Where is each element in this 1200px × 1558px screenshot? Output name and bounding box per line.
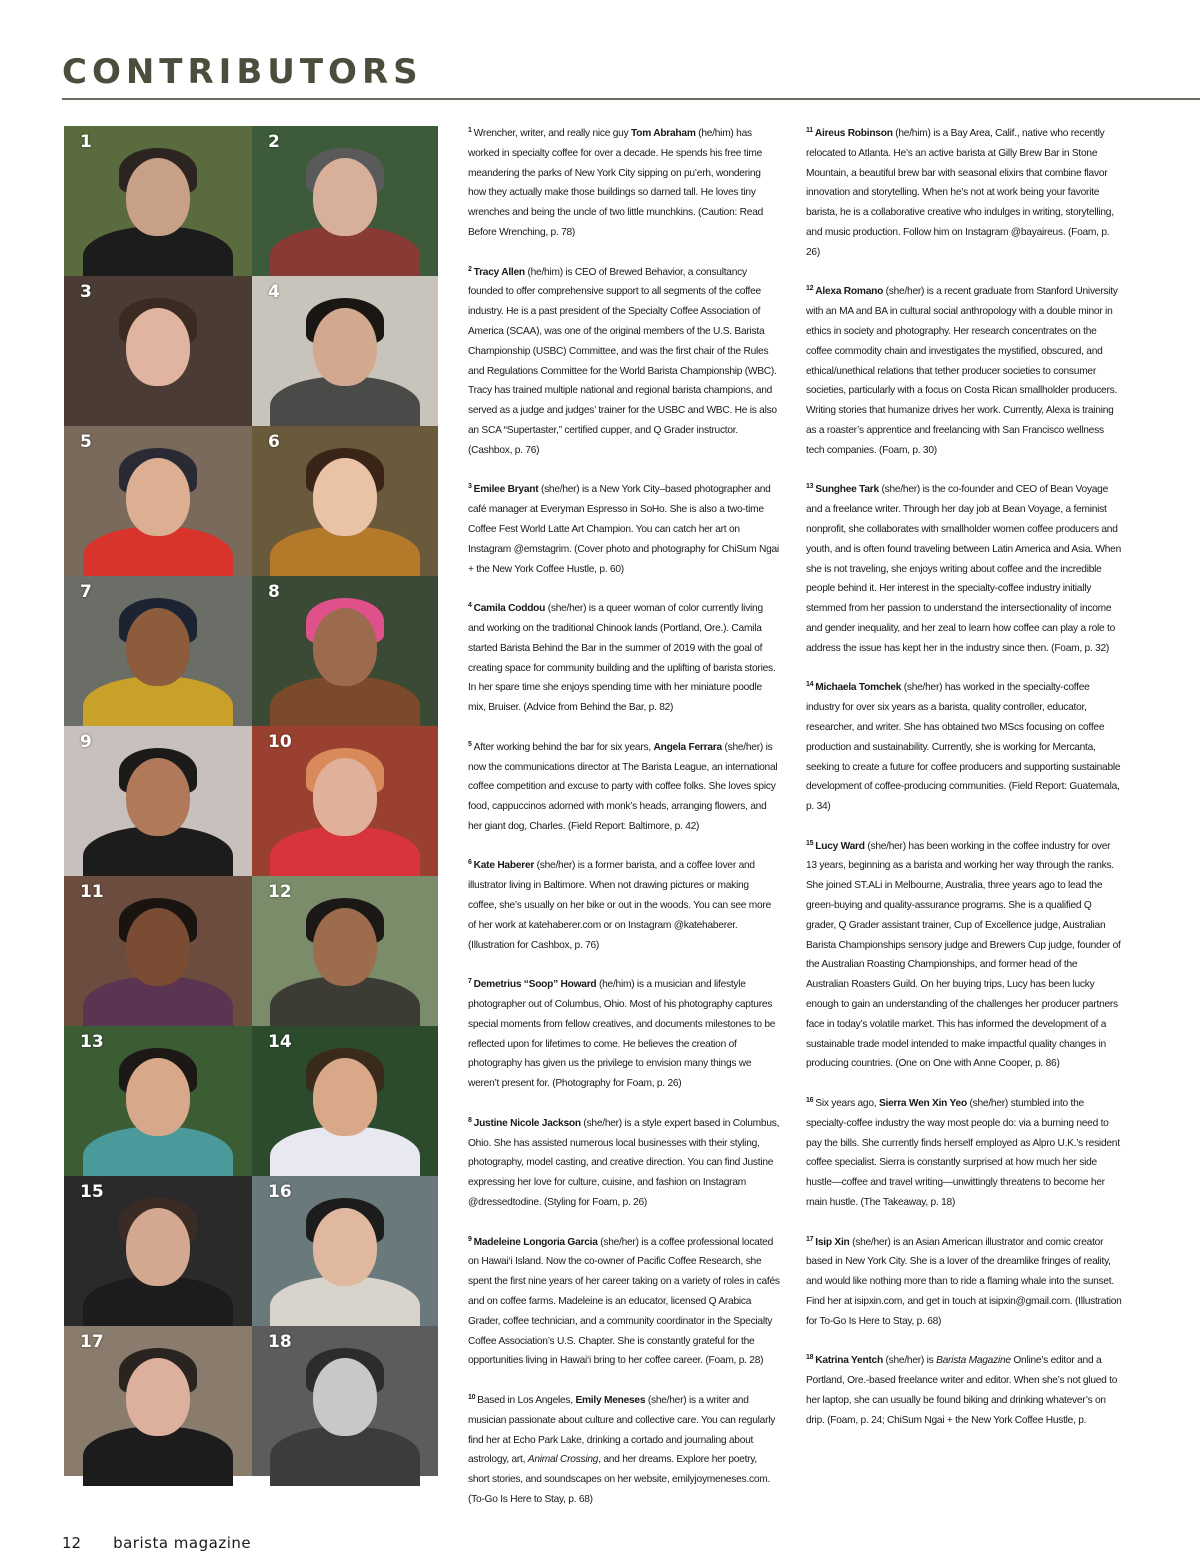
bio-number: 9 [468, 1235, 472, 1243]
contributor-name: Isip Xin [815, 1236, 850, 1248]
photo-number: 13 [80, 1032, 104, 1052]
contributor-photo [64, 1026, 252, 1176]
bio-text: (she/her) is a coffee professional located on Hawai‘i Island. Now the co-owner of Pacific Coffee Research, she spent the first nine years of her career taking on a variety of roles in cafés and on coffee farms. Madeleine is an educator, licensed Q Arabica Grader, coffee technician, and a community coordinator in the Specialty Coffee Association’s U.S. Chapter. She is constantly grateful for the opportunities living in Hawai‘i bring to her coffee career. (Foam, p. 28) [468, 1236, 780, 1367]
bio-number: 4 [468, 602, 472, 610]
bio-text: (she/her) is a queer woman of color currently living and working on the traditional Chinook lands (Portland, Ore.). Camila started Barista Behind the Bar in the summer of 2019 with the goal of creating space for community building and the uplifting of barista stories. In her spare time she enjoys spending time with her miniature poodle mix, Bruiser. (Advice from Behind the Bar, p. 82) [468, 603, 776, 714]
contributor-name: Emily Meneses [575, 1395, 646, 1406]
photo-number: 3 [80, 282, 92, 302]
bio-number: 1 [468, 127, 472, 134]
photo-figure-head [126, 1058, 190, 1136]
bio-text: (she/her) is a style expert based in Columbus, Ohio. She has assisted numerous local businesses with their styling, photography, model casting, and creative direction. You can find Justine expressing her love for culture, cuisine, and fashion on Instagram @dressedtodine. (Styling for Foam, p. 26) [468, 1117, 780, 1209]
contributor-photo [252, 276, 438, 426]
contributor-bio [468, 738, 780, 837]
bio-text: (she/her) stumbled into the specialty-coffee industry the way most people do: via a burning need to pay the bills. She currently finds herself employed as Alpro U.K.’s resident coffee specialist. Sierra is constantly surprised at how much her side hustle—coffee and travel writing—unwittingly threatens to become her main hustle. (The Takeaway, p. 18) [806, 1098, 1120, 1209]
contributor-name: Emilee Bryant [473, 484, 539, 496]
photo-figure-head [126, 458, 190, 536]
contributor-photo [252, 576, 438, 726]
photo-number: 12 [268, 882, 292, 902]
contributor-bio [468, 599, 780, 718]
photo-number: 14 [268, 1032, 292, 1052]
bio-number: 7 [468, 978, 472, 986]
contributor-photo-grid [64, 126, 438, 1476]
folio [62, 1534, 251, 1552]
bio-text: (she/her) is a recent graduate from Stanford University with an MA and BA in cultural social anthropology with a double minor in ethics in society and photography. Her research concentrates on the coffee commodity chain and investigates the mystified, obscured, and ethical/unethical relations that tether producer societies to consumer societies, particularly with a focus on Costa Rican smallholder producers. Writing stories that humanize drives her work. Currently, Alexa is training as a roaster’s apprentice and freelancing with San Francisco wellness tech companies. (Foam, p. 30) [806, 286, 1118, 456]
photo-figure-head [313, 758, 377, 836]
contributor-photo [64, 726, 252, 876]
photo-figure-head [126, 1208, 190, 1286]
contributor-bio [806, 1233, 1122, 1332]
contributor-photo [64, 276, 252, 426]
bio-text: (she/her) is the co-founder and CEO of Bean Voyage and a freelance writer. Through her day job at Bean Voyage, a feminist nonprofit, she collaborates with smallholder women coffee producers and youth, and is often found traveling between Latin America and Asia. When she is not traveling, she enjoys writing about coffee and the incredible people behind it. Her interest in the specialty-coffee industry initially stemmed from her passion to understand the intersectionality of income and gender inequality, and her zeal to learn how coffee can play a role to address the issue has kept her in the industry since then. (Foam, p. 32) [806, 484, 1122, 654]
contributor-name: Justine Nicole Jackson [473, 1117, 581, 1129]
contributor-name: Sierra Wen Xin Yeo [878, 1098, 967, 1110]
bio-number: 11 [806, 127, 813, 134]
bio-number: 10 [468, 1394, 476, 1401]
contributor-bio [468, 1233, 780, 1372]
bio-intro: After working behind the bar for six years, [473, 741, 654, 753]
photo-figure-head [126, 308, 190, 386]
contributor-bio [468, 1114, 780, 1213]
bio-italic: Animal Crossing [527, 1454, 599, 1466]
photo-number: 9 [80, 732, 92, 752]
photo-number: 1 [80, 132, 92, 152]
bio-text: (she/her) has worked in the specialty-coffee industry for over six years as a barista, quality controller, educator, researcher, and writer. She has obtained two MScs focusing on coffee production and sustainability. Currently, she is working for Mercanta, seeking to create a future for coffee producers and supporting sustainable development of coffee-producing communities. (Field Report: Guatemala, p. 34) [806, 682, 1121, 813]
photo-number: 15 [80, 1182, 104, 1202]
title-rule [62, 98, 1200, 100]
bio-column-left [468, 124, 780, 1505]
contributor-bio [468, 1391, 780, 1510]
contributor-photo [64, 426, 252, 576]
contributor-photo [252, 426, 438, 576]
bio-number: 17 [806, 1235, 814, 1243]
bio-number: 3 [468, 483, 472, 491]
photo-number: 7 [80, 582, 92, 602]
photo-figure-head [126, 158, 190, 236]
contributor-bio [806, 1351, 1122, 1430]
bio-text-continued: Online’s editor and a Portland, Ore.-based freelance writer and editor. When she’s not glued to her laptop, she can usually be found biking and drinking whatever’s on drip. (Foam, p. 24; ChiSum Ngai + the New York Coffee Hustle, p. [806, 1355, 1118, 1426]
contributor-bio [806, 124, 1122, 263]
contributor-name: Demetrius “Soop” Howard [473, 979, 597, 991]
contributor-name: Tom Abraham [631, 128, 696, 139]
contributor-photo [64, 126, 252, 276]
contributor-photo [252, 1326, 438, 1476]
contributor-bio [806, 282, 1122, 460]
photo-number: 16 [268, 1182, 292, 1202]
bio-text: (he/him) has worked in specialty coffee for over a decade. He spends his free time meandering the parks of New York City sipping on pu’erh, wondering how they actually make those buildings so darned tall. He loves tiny wrenches and being the uncle of two little munchkins. (Caution: Read Before Wrenching, p. 78) [468, 128, 764, 238]
bio-number: 8 [468, 1116, 472, 1124]
contributor-photo [64, 876, 252, 1026]
bio-text: (she/her) is an Asian American illustrator and comic creator based in New York City. She is a lover of the dreamlike fringes of reality, and would like nothing more than to ride a flaming whale into the sunset. Find her at isipxin.com, and get in touch at isipxin@gmail.com. (Illustration for To-Go Is Here to Stay, p. 68) [806, 1236, 1122, 1327]
bio-text: (he/him) is a musician and lifestyle photographer out of Columbus, Ohio. Most of his photography captures special moments from fellow creatives, and documents milestones to be reflected upon for lifetimes to come. He believes the creation of photography has given us the privilege to envision many things we weren’t present for. (Photography for Foam, p. 26) [468, 979, 776, 1090]
photo-number: 17 [80, 1332, 104, 1352]
bio-number: 2 [468, 265, 472, 273]
contributor-bio [468, 856, 780, 955]
photo-figure-head [126, 1358, 190, 1436]
bio-text: (she/her) is a writer and musician passionate about culture and collective care. You can regularly find her at Echo Park Lake, drinking a cortado and journaling about astrology, art, [468, 1395, 776, 1466]
contributor-photo [64, 1176, 252, 1326]
contributor-bio [806, 480, 1122, 658]
photo-number: 6 [268, 432, 280, 452]
bio-number: 15 [806, 839, 814, 847]
photo-figure-head [313, 158, 377, 236]
bio-number: 13 [806, 483, 814, 491]
bio-text: (she/her) is a New York City–based photographer and café manager at Everyman Espresso in SoHo. She is also a two-time Coffee Fest World Latte Art Champion. You can catch her art on Instagram @emstagrim. (Cover photo and photography for ChiSum Ngai + the New York Coffee Hustle, p. 60) [468, 484, 779, 575]
bio-text: (she/her) is now the communications director at The Barista League, an international coffee competition and excuse to party with coffee folks. She loves spicy food, cappuccinos adorned with monk’s heads, arranging flowers, and her giant dog, Charles. (Field Report: Baltimore, p. 42) [468, 741, 778, 832]
photo-number: 5 [80, 432, 92, 452]
contributor-name: Tracy Allen [473, 266, 525, 278]
page-number: 12 [62, 1534, 82, 1552]
bio-column-right [806, 124, 1122, 1450]
bio-number: 16 [806, 1097, 814, 1105]
bio-number: 18 [806, 1354, 814, 1362]
contributor-photo [64, 1326, 252, 1476]
bio-intro: Based in Los Angeles, [477, 1395, 576, 1406]
photo-figure-head [313, 1358, 377, 1436]
photo-figure-head [313, 1208, 377, 1286]
photo-figure-head [126, 908, 190, 986]
contributor-photo [252, 1176, 438, 1326]
contributor-bio [468, 124, 780, 243]
photo-figure-head [126, 758, 190, 836]
contributor-name: Madeleine Longoria Garcia [473, 1236, 598, 1248]
bio-italic: Barista Magazine [936, 1355, 1011, 1367]
bio-number: 6 [468, 859, 472, 867]
bio-intro: Six years ago, [815, 1098, 879, 1110]
photo-number: 18 [268, 1332, 292, 1352]
contributor-name: Camila Coddou [473, 603, 546, 615]
bio-number: 14 [806, 681, 814, 689]
contributor-photo [252, 1026, 438, 1176]
photo-figure-head [313, 1058, 377, 1136]
photo-number: 10 [268, 732, 292, 752]
magazine-name: barista magazine [113, 1534, 252, 1552]
photo-number: 4 [268, 282, 280, 302]
contributor-name: Alexa Romano [815, 286, 884, 298]
contributor-bio [468, 480, 780, 579]
contributor-photo [252, 876, 438, 1026]
contributor-name: Aireus Robinson [814, 128, 893, 139]
contributor-name: Angela Ferrara [653, 741, 722, 753]
contributor-bio [468, 975, 780, 1094]
contributor-bio [806, 837, 1122, 1075]
bio-text: (he/him) is CEO of Brewed Behavior, a consultancy founded to offer comprehensive support to all segments of the coffee industry. He is a past president of the Specialty Coffee Association of America (SCAA), was one of the original members of the U.S. Barista Championship (USBC) Committee, and was the first chair of the Rules and Regulations Committee for the World Barista Championship (WBC). Tracy has trained multiple national and regional barista champions, and served as a judge and judges’ trainer for the USBC and WBC. He is also an SCA “Supertaster,” certified cupper, and Q Grader instructor. (Cashbox, p. 76) [468, 266, 777, 456]
bio-text: (she/her) has been working in the coffee industry for over 13 years, beginning as a barista and working her way through the ranks. She joined ST.ALi in Melbourne, Australia, three years ago to lead the green-buying and quality-assurance programs. She is a qualified Q grader, Q Grader assistant trainer, Cup of Excellence judge, Australian Barista Championships sensory judge and Brewers Cup judge, founder of the Australian Roasting Championships, and former head of the Australian Roasters Guild. On her buying trips, Lucy has been lucky enough to gain an understanding of the challenges her producer partners face in today’s volatile market. This has informed the development of a sustainable trade model intended to make impactful quality changes in producing countries. (One on One with Anne Cooper, p. 86) [806, 840, 1121, 1070]
contributor-photo [64, 576, 252, 726]
bio-text-continued: , and her dreams. Explore her poetry, short stories, and soundscapes on her website, emilyjoymeneses.com. (To-Go Is Here to Stay, p. 68) [468, 1454, 771, 1505]
bio-number: 5 [468, 740, 472, 748]
bio-text: (she/her) is [882, 1355, 937, 1367]
contributor-name: Michaela Tomchek [815, 682, 902, 694]
bio-text: (she/her) is a former barista, and a coffee lover and illustrator living in Baltimore. When not drawing pictures or making coffee, she’s usually on her bike or out in the woods. You can see more of her work at katehaberer.com or on Instagram @katehaberer. (Illustration for Cashbox, p. 76) [468, 860, 771, 951]
bio-number: 12 [806, 285, 814, 293]
contributor-name: Kate Haberer [473, 860, 535, 872]
photo-figure-head [313, 908, 377, 986]
photo-number: 8 [268, 582, 280, 602]
contributor-photo [252, 726, 438, 876]
contributor-bio [806, 678, 1122, 817]
bio-intro: Wrencher, writer, and really nice guy [473, 128, 632, 139]
photo-number: 11 [80, 882, 104, 902]
page-title: CONTRIBUTORS [62, 52, 423, 92]
contributor-name: Sunghee Tark [815, 484, 879, 496]
bio-text: (he/him) is a Bay Area, Calif., native who recently relocated to Atlanta. He’s an active barista at Gilly Brew Bar in Stone Mountain, a beautiful brew bar with seasonal elixirs that combine flavor innovation and storytelling. When he’s not at work being your favorite barista, he is a collaborative creative who indulges in writing, storytelling, and music production. Follow him on Instagram @bayaireus. (Foam, p. 26) [806, 128, 1114, 258]
photo-figure-head [313, 458, 377, 536]
contributor-name: Katrina Yentch [815, 1355, 883, 1367]
photo-figure-head [313, 608, 377, 686]
contributor-bio [806, 1094, 1122, 1213]
contributor-name: Lucy Ward [815, 840, 865, 852]
contributor-photo [252, 126, 438, 276]
contributor-bio [468, 263, 780, 461]
photo-number: 2 [268, 132, 280, 152]
photo-figure-head [313, 308, 377, 386]
photo-figure-head [126, 608, 190, 686]
